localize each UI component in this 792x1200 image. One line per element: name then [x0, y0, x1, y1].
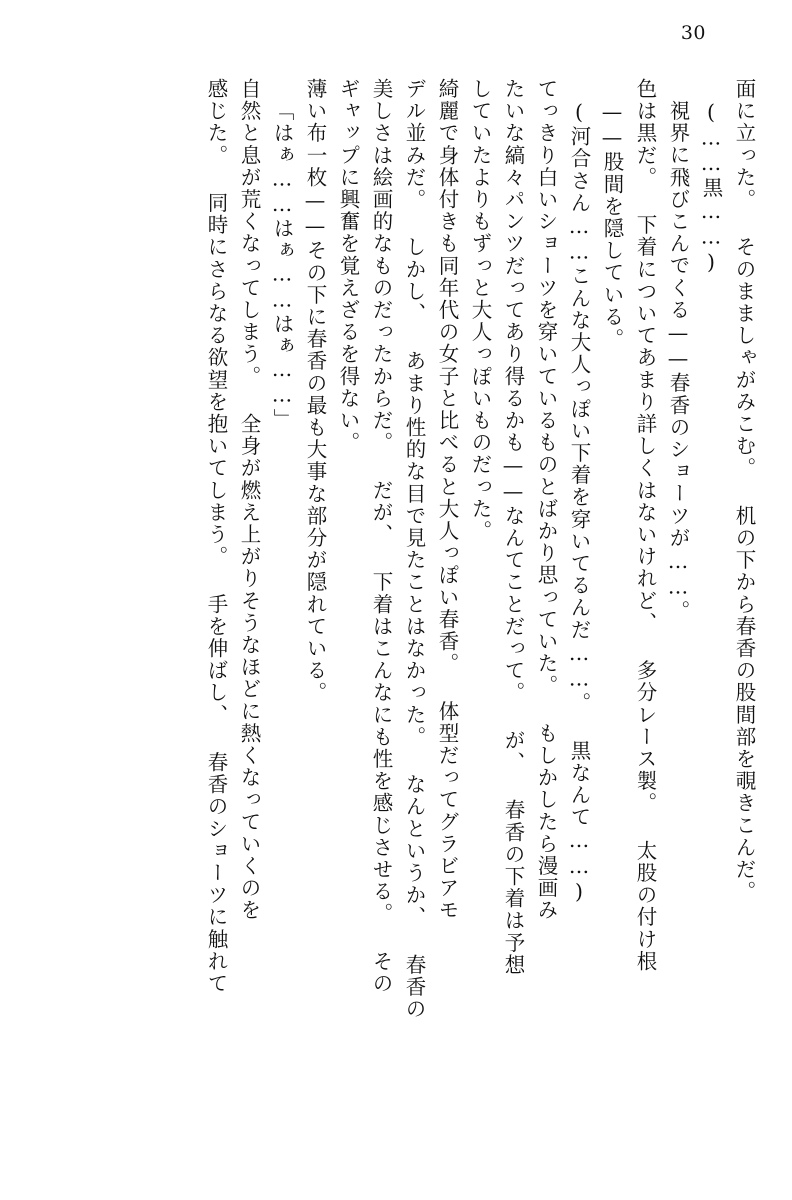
text-line: 自然と息が荒くなってしまう。 全身が燃え上がりそうなほどに熱くなっていくのを: [237, 78, 261, 922]
text-line: ——股間を隠している。: [600, 100, 624, 351]
text-line: 色は黒だ。 下着についてあまり詳しくはないけれど、 多分レース製。 太股の付け根: [633, 78, 657, 973]
vertical-text-body: [38, 78, 754, 1158]
text-line: 視界に飛びこんでくる——春香のショーツが……。: [666, 100, 690, 623]
text-line: ギャップに興奮を覚えざるを得ない。: [336, 78, 360, 454]
text-line: 面に立った。 そのまましゃがみこむ。 机の下から春香の股間部を覗きこんだ。: [732, 78, 756, 903]
text-line: たいな縞々パンツだってあり得るかも——なんてことだって。 が、 春香の下着は予想: [501, 78, 525, 976]
text-line: 薄い布一枚——その下に春香の最も大事な部分が隠れている。: [303, 78, 327, 704]
text-line: 「はぁ……はぁ……はぁ……」: [270, 100, 294, 431]
text-line: 綺麗で身体付きも同年代の女子と比べると大人っぽい春香。 体型だってグラビアモ: [435, 78, 459, 922]
text-line: 感じた。 同時にさらなる欲望を抱いてしまう。 手を伸ばし、 春香のショーツに触れて: [204, 78, 228, 995]
text-line: (河合さん……こんな大人っぽい下着を穿いてるんだ……。 黒なんて……): [567, 100, 591, 905]
text-line: デル並みだ。 しかし、 あまり性的な目で見たことはなかった。 なんというか、 春香の: [402, 78, 426, 1021]
page-number: 30: [680, 22, 706, 44]
text-line: (……黒……): [699, 100, 723, 276]
text-line: していたよりもずっと大人っぽいものだった。: [468, 78, 492, 543]
text-line: てっきり白いショーツを穿いているものとばかり思っていた。 もしかしたら漫画み: [534, 78, 558, 922]
text-line: 美しさは絵画的なものだったからだ。 だが、 下着はこんなにも性を感じさせる。 その: [369, 78, 393, 995]
